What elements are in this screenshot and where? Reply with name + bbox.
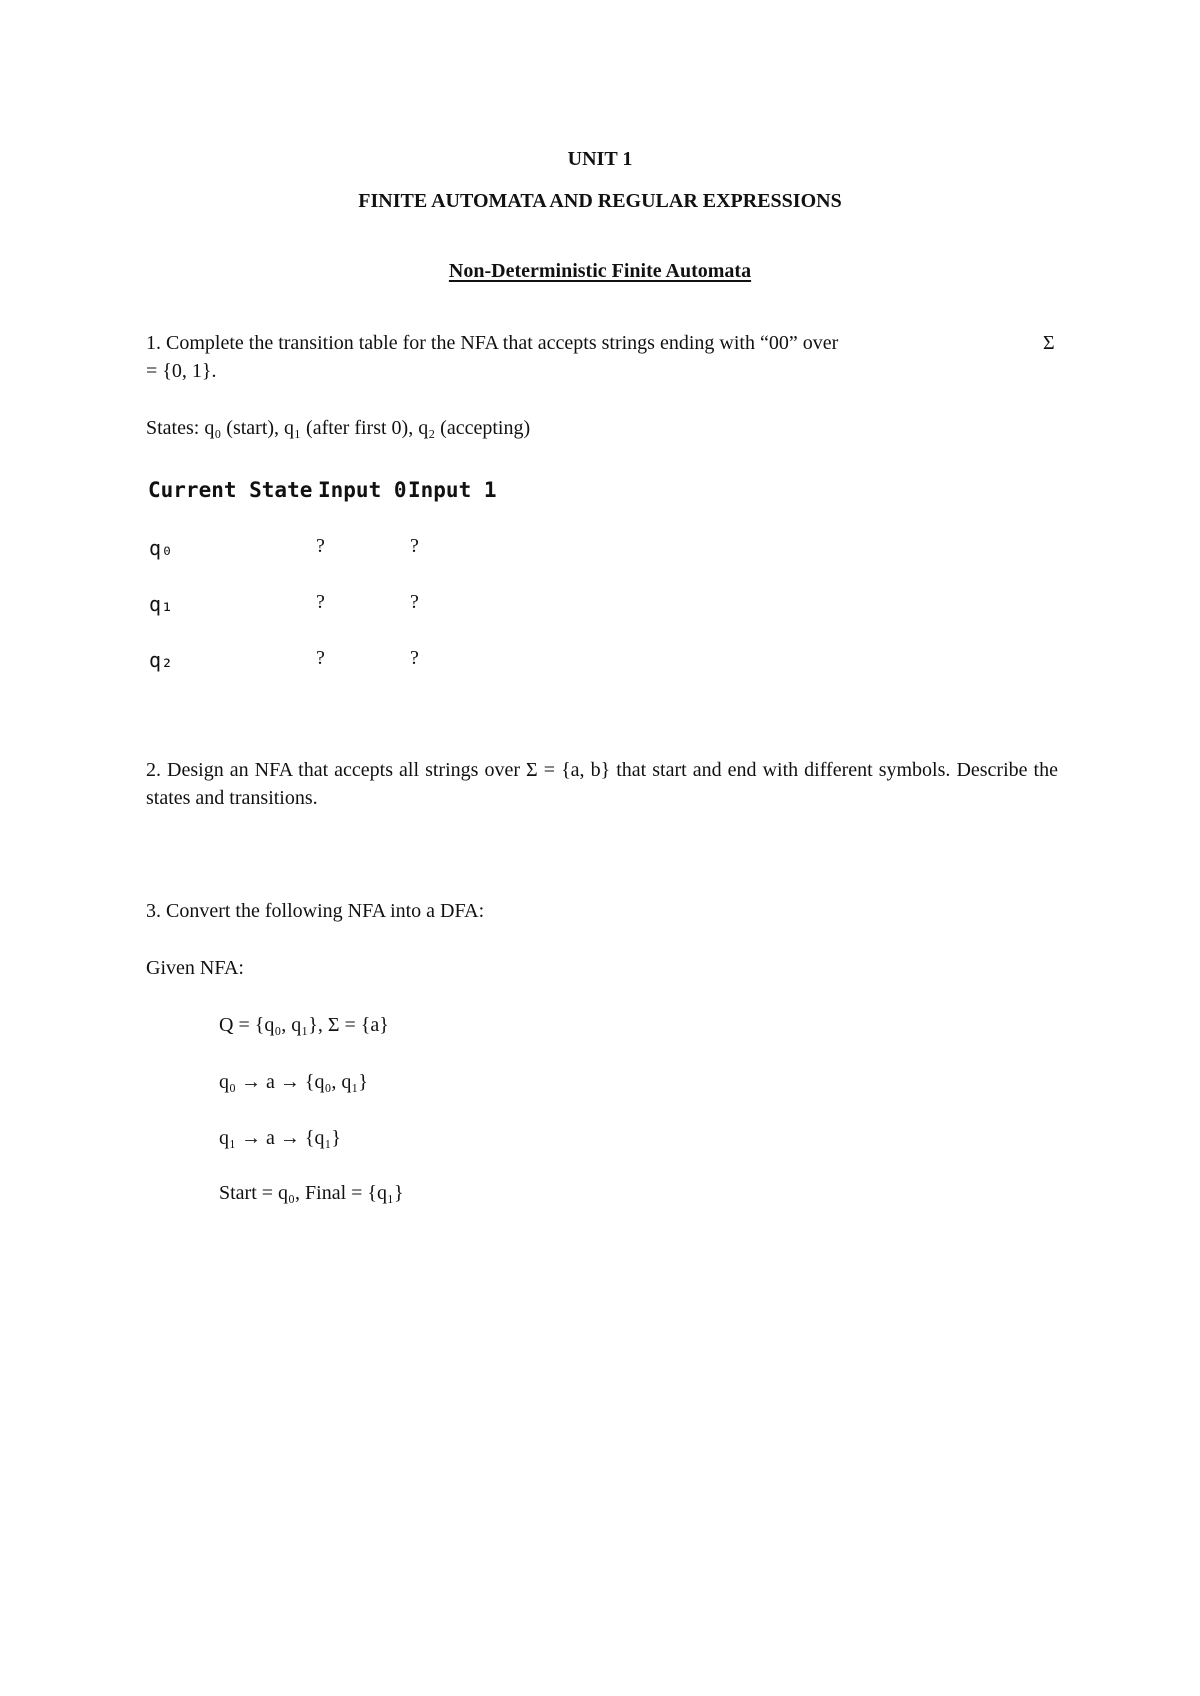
given-nfa-label: Given NFA: bbox=[146, 957, 244, 979]
table-header-input-0: Input 0 bbox=[318, 478, 407, 502]
table-cell-input-0: ? bbox=[316, 647, 325, 669]
table-header-input-1: Input 1 bbox=[408, 478, 497, 502]
question-2-text: 2. Design an NFA that accepts all strings over Σ = {a, b} that start and end with different symbols. Describe the states and transitions. bbox=[146, 759, 1058, 809]
unit-title: UNIT 1 bbox=[567, 148, 633, 170]
table-cell-state: q₁ bbox=[149, 592, 174, 616]
nfa-start-final-line: Start = q₀, Final = {q₁} bbox=[219, 1182, 404, 1204]
question-1-states-line: States: q₀ (start), q₁ (after first 0), q₂ (accepting) bbox=[146, 417, 531, 439]
question-1-text-line-1: 1. Complete the transition table for the NFA that accepts strings ending with “00” over bbox=[146, 332, 839, 354]
table-cell-input-1: ? bbox=[410, 591, 419, 613]
question-3-text: 3. Convert the following NFA into a DFA: bbox=[146, 900, 485, 922]
section-heading: Non-Deterministic Finite Automata bbox=[448, 260, 752, 282]
course-title: FINITE AUTOMATA AND REGULAR EXPRESSIONS bbox=[358, 190, 842, 212]
table-cell-state: q₀ bbox=[149, 536, 174, 560]
nfa-transition-line: q₁ → a → {q₁} bbox=[219, 1127, 342, 1149]
table-cell-input-1: ? bbox=[410, 647, 419, 669]
table-header-current-state: Current State bbox=[148, 478, 313, 502]
table-cell-input-1: ? bbox=[410, 535, 419, 557]
table-cell-state: q₂ bbox=[149, 648, 174, 672]
table-cell-input-0: ? bbox=[316, 591, 325, 613]
nfa-definition-line: Q = {q₀, q₁}, Σ = {a} bbox=[219, 1014, 389, 1036]
table-cell-input-0: ? bbox=[316, 535, 325, 557]
question-1-text-line-2: = {0, 1}. bbox=[146, 360, 217, 382]
nfa-transition-line: q₀ → a → {q₀, q₁} bbox=[219, 1071, 368, 1093]
question-1-sigma: Σ bbox=[1043, 332, 1055, 354]
